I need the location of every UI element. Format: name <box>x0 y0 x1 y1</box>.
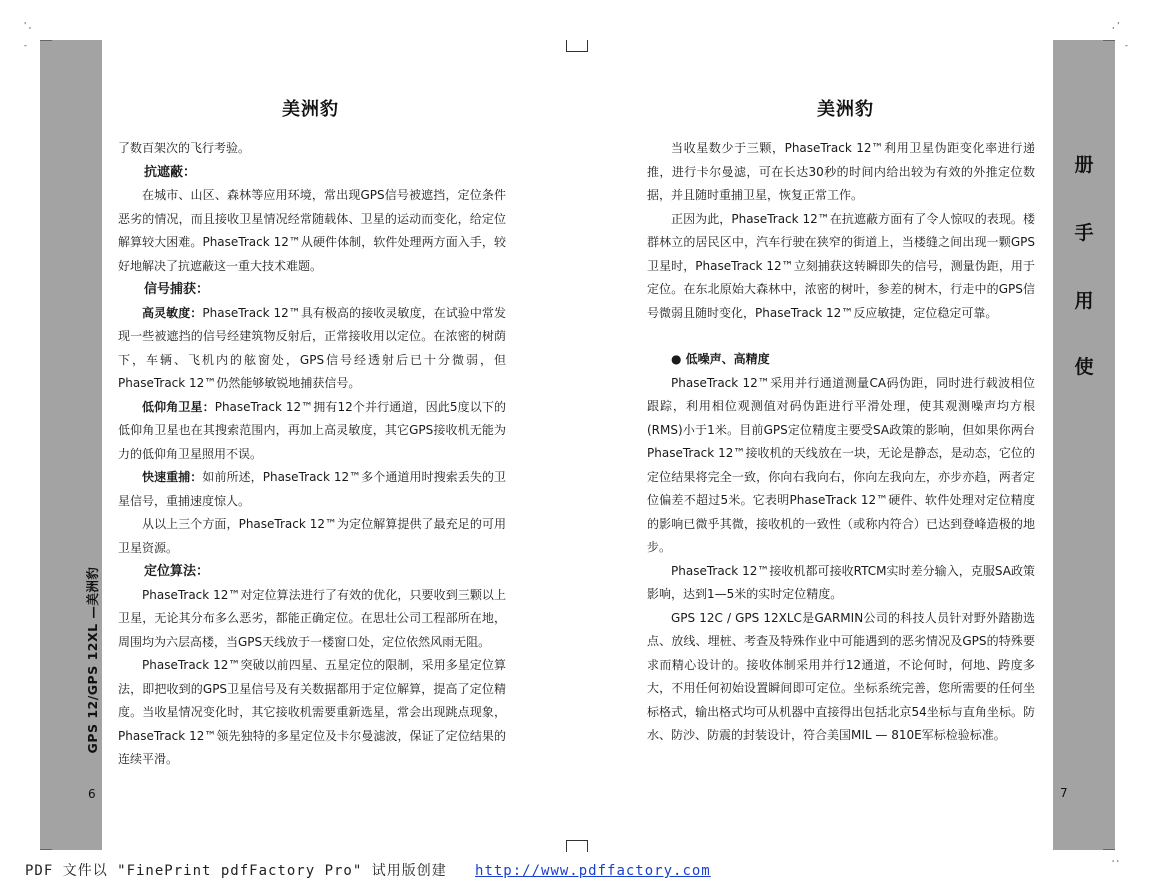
paragraph: 低仰角卫星：PhaseTrack 12™拥有12个并行通道，因此5度以下的低仰角卫星也在其搜索范围内，再加上高灵敏度，其它GPS接收机无能为力的低仰角卫星照用不误。 <box>118 399 506 461</box>
footer-link[interactable]: http://www.pdffactory.com <box>475 863 711 879</box>
paragraph: PhaseTrack 12™对定位算法进行了有效的优化，只要收到三颗以上卫星，无论其分布多么恶劣，都能正确定位。在思壮公司工程部所在地，周围均为六层高楼，当GPS天线放于一楼窗口处，定位依然风雨无阻。 <box>118 587 506 649</box>
paragraph-gap <box>647 325 1035 348</box>
bullet-heading: ● 低噪声、高精度 <box>671 352 770 366</box>
crop-mark: , ' <box>1112 21 1120 30</box>
crop-mark: - <box>1125 41 1128 50</box>
crop-mark: ' , <box>24 21 32 30</box>
brand-logo-left: 美洲豹 <box>282 99 339 120</box>
spine-title <box>62 545 122 775</box>
lead-term: 高灵敏度： <box>142 305 203 320</box>
brand-logo-right: 美洲豹 <box>817 99 874 120</box>
crop-mark: - <box>24 41 27 50</box>
page-number-left: 6 <box>88 787 96 801</box>
spine-title-text: GPS 12/GPS 12XL —美洲豹 <box>85 566 100 754</box>
paragraph: PhaseTrack 12™接收机都可接收RTCM实时差分输入，克服SA政策影响，达到1—5米的实时定位精度。 <box>647 563 1035 601</box>
lead-term: 快速重捕： <box>142 470 203 484</box>
bar-tick <box>40 40 52 41</box>
lead-term: 低仰角卫星： <box>142 399 215 414</box>
page-number-right: 7 <box>1060 786 1068 800</box>
vertical-title-char: 用 <box>1074 290 1094 312</box>
paragraph: PhaseTrack 12™采用并行通道测量CA码伪距，同时进行载波相位跟踪，利用相位观测值对码伪距进行平滑处理，使其观测噪声均方根(RMS)小于1米。目前GPS定位精度主要受SA政策的影响，但如果你两台PhaseTrack 12™接收机的天线放在一块，无论是静态，是动态，它位的定位结果将完全一致，你向右我向右，你向左我向左，亦步亦趋，两者定位偏差不超过5米。它表明PhaseTrack 12™硬件、软件处理对定位精度的影响已微乎其微，接收机的一致性（或称内符合）已达到登峰造极的地步。 <box>647 375 1035 554</box>
paragraph: 在城市、山区、森林等应用环境，常出现GPS信号被遮挡，定位条件恶劣的情况，而且接收卫星情况经常随载体、卫星的运动而变化，给定位解算较大困难。PhaseTrack 12™从硬件体制，软件处理两方面入手，较好地解决了抗遮蔽这一重大技术难题。 <box>118 188 506 273</box>
vertical-title-char: 册 <box>1074 154 1094 176</box>
footer-text: PDF 文件以 "FinePrint pdfFactory Pro" 试用版创建 <box>25 863 447 879</box>
paragraph: 了数百架次的飞行考验。 <box>118 141 251 155</box>
section-heading: 信号捕获： <box>144 282 210 297</box>
registration-mark <box>566 840 588 841</box>
bar-tick <box>1103 40 1115 41</box>
crop-mark: ' ' <box>1112 859 1119 868</box>
bar-tick <box>1103 849 1115 850</box>
vertical-title-char: 手 <box>1074 222 1094 244</box>
section-heading: 定位算法： <box>144 564 210 579</box>
pdf-footer <box>25 860 711 880</box>
right-page-text <box>647 137 1035 748</box>
paragraph: 当收星数少于三颗，PhaseTrack 12™利用卫星伪距变化率进行递推，进行卡尔曼滤，可在长达30秒的时间内给出较为有效的外推定位数据，并且随时重捕卫星，恢复正常工作。 <box>647 141 1035 202</box>
left-page-text <box>118 137 506 772</box>
paragraph: 正因为此，PhaseTrack 12™在抗遮蔽方面有了令人惊叹的表现。楼群林立的居民区中，汽车行驶在狭窄的街道上，当楼缝之间出现一颗GPS卫星时，PhaseTrack 12™立刻捕获这转瞬即失的信号，测量伪距，用于定位。在东北原始大森林中，浓密的树叶，参差的树木，行走中的GPS信号微弱且随时变化，PhaseTrack 12™反应敏捷，定位稳定可靠。 <box>647 211 1035 320</box>
registration-mark <box>587 840 588 852</box>
registration-mark <box>566 51 588 52</box>
section-heading: 抗遮蔽： <box>144 164 197 180</box>
paragraph: 快速重捕：如前所述，PhaseTrack 12™多个通道用时搜索丢失的卫星信号，重捕速度惊人。 <box>118 470 506 508</box>
vertical-title-char: 使 <box>1074 356 1094 378</box>
paragraph: GPS 12C / GPS 12XLC是GARMIN公司的科技人员针对野外踏勘选点、放线、埋桩、考查及特殊作业中可能遇到的恶劣情况及GPS的特殊要求而精心设计的。接收体制采用并行12通道，不论何时，何地、跨度多大，不用任何初始设置瞬间即可定位。坐标系统完善，您所需要的任何坐标格式，输出格式均可从机器中直接得出包括北京54坐标与直角坐标。防水、防沙、防震的封装设计，符合美国MIL — 810E军标检验标准。 <box>647 610 1035 742</box>
paragraph: 高灵敏度：PhaseTrack 12™具有极高的接收灵敏度，在试验中常发现一些被遮挡的信号经建筑物反射后，正常接收用以定位。在浓密的树荫下，车辆、飞机内的舷窗处，GPS信号经透射后已十分微弱，但PhaseTrack 12™仍然能够敏锐地捕获信号。 <box>118 305 506 390</box>
paragraph: 从以上三个方面，PhaseTrack 12™为定位解算提供了最充足的可用卫星资源。 <box>118 517 506 555</box>
registration-mark <box>566 840 567 852</box>
bar-tick <box>40 849 52 850</box>
paragraph: PhaseTrack 12™突破以前四星、五星定位的限制，采用多星定位算法，即把收到的GPS卫星信号及有关数据都用于定位解算，提高了定位精度。当收星情况变化时，其它接收机需要重新选星，常会出现跳点现象，PhaseTrack 12™领先独特的多星定位及卡尔曼滤波，保证了定位结果的连续平滑。 <box>118 658 506 766</box>
